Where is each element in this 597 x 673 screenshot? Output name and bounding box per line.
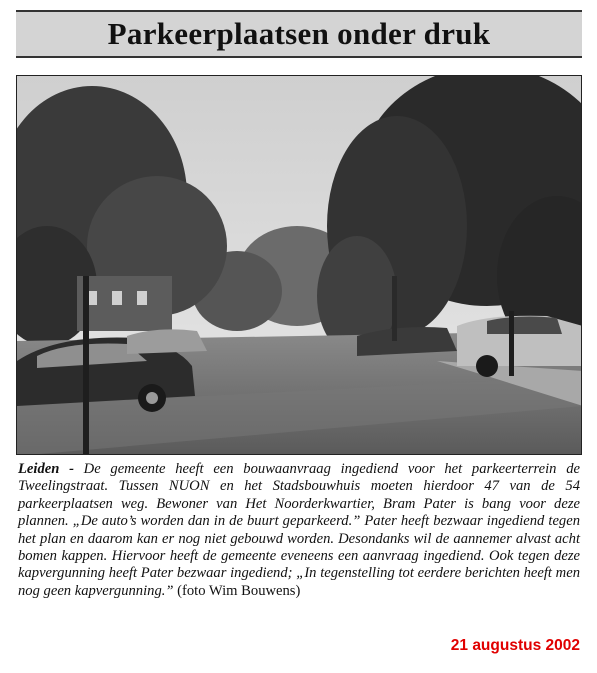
article-body: De gemeente heeft een bouwaanvraag ingediend voor het parkeerterrein de Tweelingstraat. Tussen NUON en het Stadsbouwhuis moeten hierdoor 47 van de 54 parkeerplaatsen weg. Bewoner van Het Noorderkwartier, Bram Pater is bang voor deze plannen. „De auto’s worden dan in de buurt geparkeerd.” Pater heeft bezwaar ingediend tegen het plan en daarom kan er nog niet gebouwd worden. Desondanks wil de aannemer alvast acht bomen kappen. Hiervoor heeft de gemeente eveneens een aanvraag ingediend. Ook tegen deze kapvergunning heeft Pater bezwaar ingediend; „In tegenstelling tot eerdere berichten heeft men nog geen kapvergunning.” (18, 461, 580, 599)
photo-credit: (foto Wim Bouwens) (173, 582, 301, 599)
headline: Parkeerplaatsen onder druk (107, 16, 491, 51)
article-placeline: Leiden - (18, 461, 74, 477)
news-photo (16, 75, 582, 455)
publication-date: 21 augustus 2002 (450, 637, 580, 654)
article-text (18, 461, 580, 600)
photo-illustration (17, 76, 582, 455)
headline-band (16, 10, 582, 58)
